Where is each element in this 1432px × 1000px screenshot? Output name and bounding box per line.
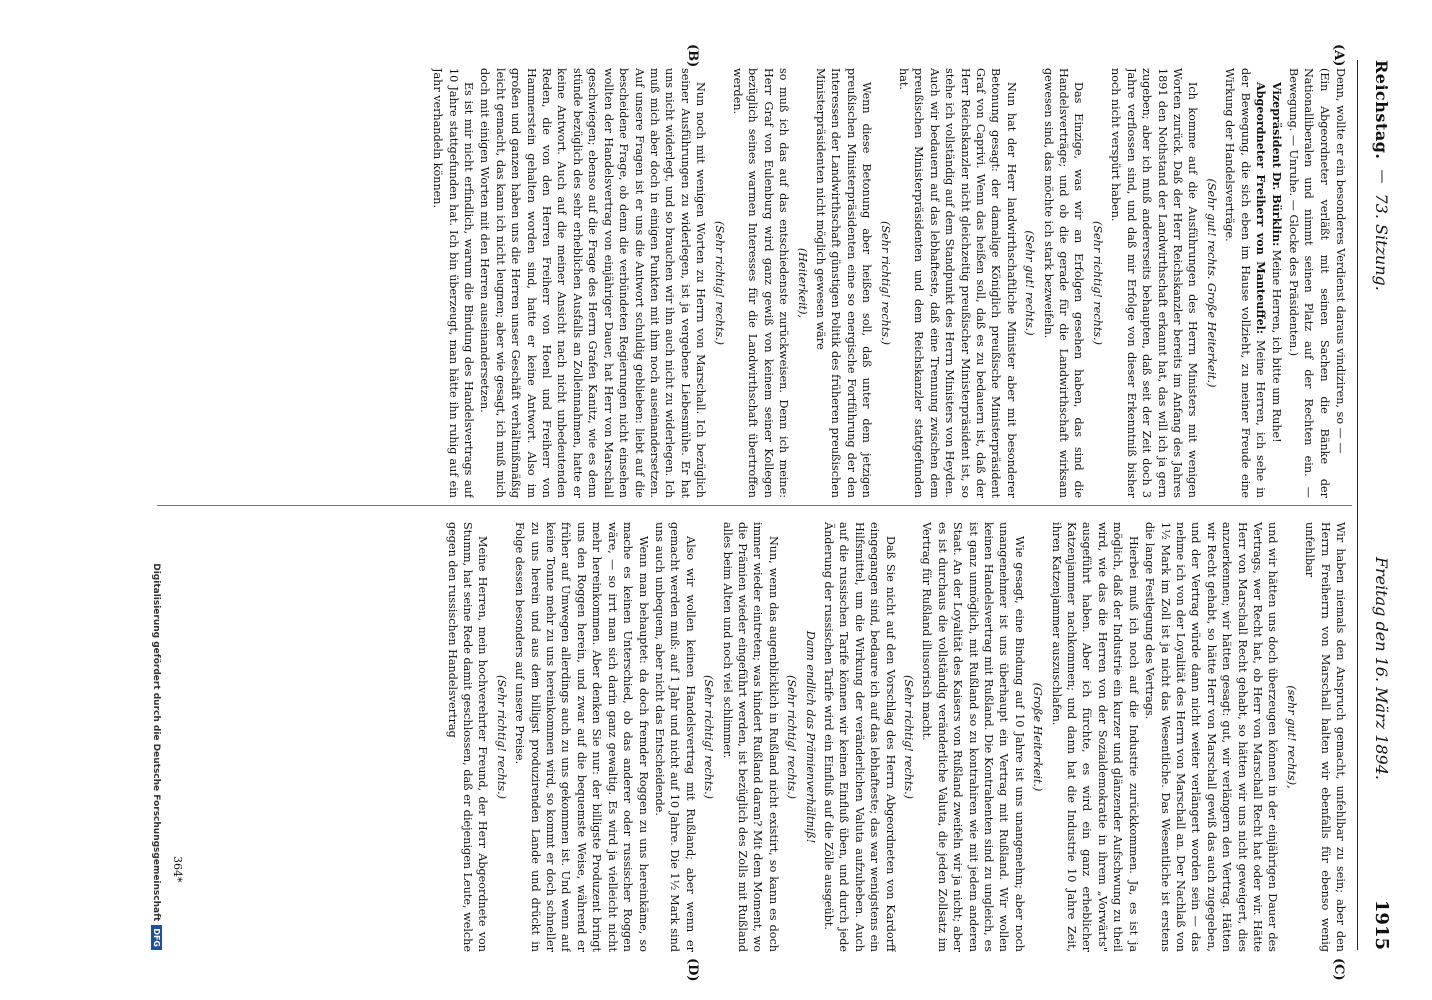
margin-marker-d: (D) [685,958,700,982]
interjection: (Sehr richtig! rechts.) [878,220,892,346]
paragraph: Hierbei muß ich noch auf die Industrie zurückkommen. Ja, es ist ja möglich, daß der Industrie ein kurzer und glänzender Aufschwung zu theil wird, wie das die Herren von der Sozialdemokratie in ihrem „Vorwärts" ausgeführt haben. Aber ich fürchte, es wird ein ganz erheblicher Katzenjammer nachkommen; und dann hat die Industrie 10 Jahre Zeit, ihren Katzenjammer auszuschlafen. [1049,522,1140,952]
paragraph: Ich komme auf die Ausführungen des Herrn Ministers mit wenigen Worten zurück. Daß der Herr Reichskanzler bereits im Anfang des Jahres 1891 den Nothstand der Landwirthschaft erkannt hat, das will ich ja gern zugeben; aber ich muß andererseits behaupten, daß seit der Zeit doch 3 Jahre verflossen sind, und daß mir Erfolge von dieser Erkenntniß bisher noch nicht verspürt haben. [1109,68,1200,498]
speech-text: Meine Herren, ich sehe in der Bewegung, die sich eben im Hause vollzieht, zu meiner Freude eine Wirkung der Handelsverträge. [1223,68,1267,498]
interjection: (Große Heiterkeit.) [1031,682,1045,792]
paragraph: Wir haben niemals den Anspruch gemacht, unfehlbar zu sein; aber den Herrn Freiherrn von Marschall halten wir ebenfalls für ebenso wenig unfehlbar [1303,522,1347,952]
header-page-number: 1915 [1371,899,1393,950]
interjection: (sehr gut! rechts), [1284,685,1298,789]
header-date: Freitag den 16. März 1894. [1372,556,1392,780]
dfg-logo: DFG [151,925,162,950]
interjection: (Sehr richtig! rechts.) [1090,220,1104,346]
left-column [163,68,1348,498]
column-divider [157,505,1352,506]
header-rule [1357,60,1358,950]
footer-text: Digitalisierung gefördert durch die Deutsche Forschungsgemeinschaft [151,563,161,922]
interjection: (Sehr richtig! rechts.) [702,674,716,800]
paragraph: Also wir wollen keinen Handelsvertrag mit Rußland; aber wenn er gemacht werden muß: auf 1 Jahr und nicht auf 10 Jahre. Die 1½ Mark sind uns auch unbequem, aber nicht das Entscheidende. [652,522,697,952]
margin-marker-a: (A) [1331,44,1346,67]
interjection: (Sehr richtig! rechts.) [494,674,508,800]
speaker-name: Vizepräsident Dr. Bürklin: [1270,82,1285,247]
paragraph: Nun noch mit wenigen Worten zu Herrn von Marschall. Ich bezüglich seiner Ausführungen zu widerlegen, ist ja vergebene Liebesmühe. Er hat uns nicht widerlegt, und so brauchen wir ihn auch nicht zu widerlegen. Ich muß mich aber doch in einigen Punkten mit ihm noch auseinandersetzen. Auf unsere Fragen ist er uns die Antwort schuldig geblieben: liebt auf die bescheidene Frage, ob denn die verbündeten Regierungen nicht einsehen wollten der Handelsvertrag von einjähriger Dauer, hat Herr von Marschall geschwiegen; ebenso auf die Frage des Herrn Grafen Kanitz, wie es denn stünde bezüglich des sehr erheblichen Ausfalls an Zolleinnahmen, hatte er keine Antwort. Auch auf die meiner Ansicht nach nicht unbedeutenden Reden, die von den Herren Freiherr von Hoenl und Freiherr von Hammerstein gehalten worden sind, hatte er keine Antwort. Also im großen und ganzen haben uns die Herren unser Geschäft verhältnißmäßig leicht gemacht, das kann ich nicht leugnen; aber wie gesagt, ich muß mich doch mit einigen Worten mit den Herren auseinandersetzen. [478,68,708,498]
digitization-footer [142,60,162,950]
margin-marker-b: (B) [685,44,700,68]
speech-paragraph [1222,68,1268,498]
interjection: (Sehr richtig! rechts.) [785,674,799,800]
paragraph: Nun, wenn das augenblicklich in Rußland nicht existirt, so kann es doch immer wieder eintreten; was hindert Rußland daran? Mit dem Moment, wo die Prämien wieder eingeführt werden, ist bezüglich des Zolls mit Rußland alles beim Alten und noch viel schlimmer. [720,522,780,952]
speech-paragraph [1269,68,1284,498]
interjection: (Heiterkeit), [795,247,809,319]
paragraph: und wir hätten uns doch überzeugen können in der einjährigen Dauer des Vertrags, wer Recht hat, ob Herr von Marschall Recht hat oder wir. Hätte Herr von Marschall Recht gehabt, so hätten wir uns nicht geweigert, dies anzuerkennen; wir hätten gesagt: gut, wir verlängern den Vertrag. Hätten wir Recht gehabt, so hätte Herr von Marschall gewiß das auch zugegeben, und der Vertrag würde dann nicht weiter verlängert worden sein — das nehme ich von der Loyalität des Herrn von Marschall an. Der Nachlaß von 1½ Mark im Zoll ist ja nicht das Wesentliche. Das Wesentliche ist erstens die lange Festlegung des Vertrags. [1143,522,1280,952]
interjection: (Sehr gut! rechts. Große Heiterkeit.) [1204,178,1218,388]
paragraph: Es ist mir nicht erfindlich, warum die Bindung des Handelsvertrags auf 10 Jahre stattgefunden hat. Ich bin überzeugt, man hätte ihn ruhig auf ein Jahr verhandeln können. [431,68,476,498]
margin-marker-c: (C) [1331,958,1346,981]
page-header [1362,60,1402,950]
stage-direction: (Ein Abgeordneter verläßt mit seinen Sachen die Bänke der Nationalliberalen und nimmt seinen Platz auf der Rechten ein. — Bewegung. — Unruhe. — Glocke des Präsidenten.) [1286,68,1331,498]
page-signature: 364* [171,856,184,883]
paragraph: Nun hat der Herr landwirthschaftliche Minister aber mit besonderer Betonung gesagt: der damalige Königlich preußische Ministerpräsident Graf von Caprivi. Wenn das heißen soll, daß es zu bedauern ist, daß der Herr Reichskanzler nicht gleichzeitig preußischer Ministerpräsident ist, so stehe ich vollständig auf dem Standpunkt des Herrn Ministers von Heyden. Auch wir bedauern auf das lebhafteste, daß eine Trennung zwischen dem preußischen Ministerpräsidenten und dem Reichskanzler stattgefunden hat. [897,68,1018,498]
paragraph: Wie gesagt, eine Bindung auf 10 Jahre ist uns unangenehm; aber noch unangenehmer ist uns überhaupt ein Vertrag mit Rußland. Wir wollen keinen Handelsvertrag mit Rußland. Die Kontrahenten sind zu ungleich, es ist ganz unmöglich, mit Rußland so zu kontrahiren wie mit jedem anderen Staat. An der Loyalität des Kaisers von Rußland zweifeln wir ja nicht; aber es ist durchaus die vollständig veränderliche Valuta, die jeden Zollsatz im Vertrag für Rußland illusorisch macht. [920,522,1026,952]
paragraph: Wenn man behauptet: da doch fremder Roggen zu uns hereinkäme, so mache es keinen Unterschied, ob das anderer oder russischer Roggen wäre, — so irrt man sich darin ganz gewaltig. Es wird ja vielleicht nicht mehr hereinkommen. Aber denken Sie nur: der billigste Produzent bringt uns den Roggen herein, und zwar auf die bequemste Weise, während er früher auf Umwegen allerdings auch zu uns gekommen ist. Und wenn auf keine Tonne mehr zu uns hereinkommen wird, so kommt er doch schneller zu uns herein und aus dem billigst produzirenden Lande und drückt in Folge dessen besonders auf unsere Preise. [513,522,650,952]
paragraph-centered: Dann endlich das Prämienverhältniß! [803,630,817,844]
interjection: (Sehr gut! rechts.) [1023,230,1037,336]
interjection: (Sehr richtig! rechts.) [902,674,916,800]
speaker-name: Abgeordneter Freiherr von Manteuffel: [1253,82,1268,335]
paragraph: Daß Sie nicht auf den Vorschlag des Herrn Abgeordneten von Kardorff eingegangen sind, bedaure ich auf das lebhafteste; das war wenigstens ein Hilfsmittel, um die Wirkung der veränderlichen Valuta aufzuheben. Auch auf die russischen Tarife können wir keinen Einfluß üben, und durch jede Änderung der russischen Tarife wird ein Einfluß auf die Zölle ausgeübt. [822,522,897,952]
paragraph: Denn, wollte er ein besonderes Verdienst daraus vindiziren, so — — [1334,68,1347,454]
right-column [163,522,1348,952]
paragraph: so muß ich das auf das entschiedenste zurückweisen. Denn ich meine: Herr Graf von Eulenburg wird ganz gewiß von keinem seiner Kollegen bezüglich seines warmen Interesses für die Landwirthschaft übertroffen werden. [730,68,791,498]
header-session: 73. Sitzung. [1372,193,1392,291]
speech-text: Meine Herren, ich bitte um Ruhe! [1270,246,1284,443]
header-separator: — [1374,169,1390,184]
header-reichstag: Reichstag. [1372,60,1392,160]
interjection: (Sehr richtig! rechts.) [712,220,726,346]
paragraph: Meine Herren, mein hochverehrter Freund, der Herr Abgeordnete von Stumm, hat seine Rede damit geschlossen, daß er diejenigen Leute, welche gegen den russischen Handelsvertrag [445,522,490,952]
paragraph: Wenn diese Betonung aber heißen soll, daß unter dem jetzigen preußischen Ministerpräsidenten eine so energische Fortführung der den Interessen der Landwirthschaft günstigen Politik des früheren preußischen Ministerpräsidenten nicht möglich gewesen wäre [814,68,874,498]
paragraph: Das Einzige, was wir an Erfolgen gesehen haben, das sind die Handelsverträge; und ob die gerade für die Landwirthschaft wirksam gewesen sind, das möchte ich stark bezweifeln. [1041,68,1086,498]
